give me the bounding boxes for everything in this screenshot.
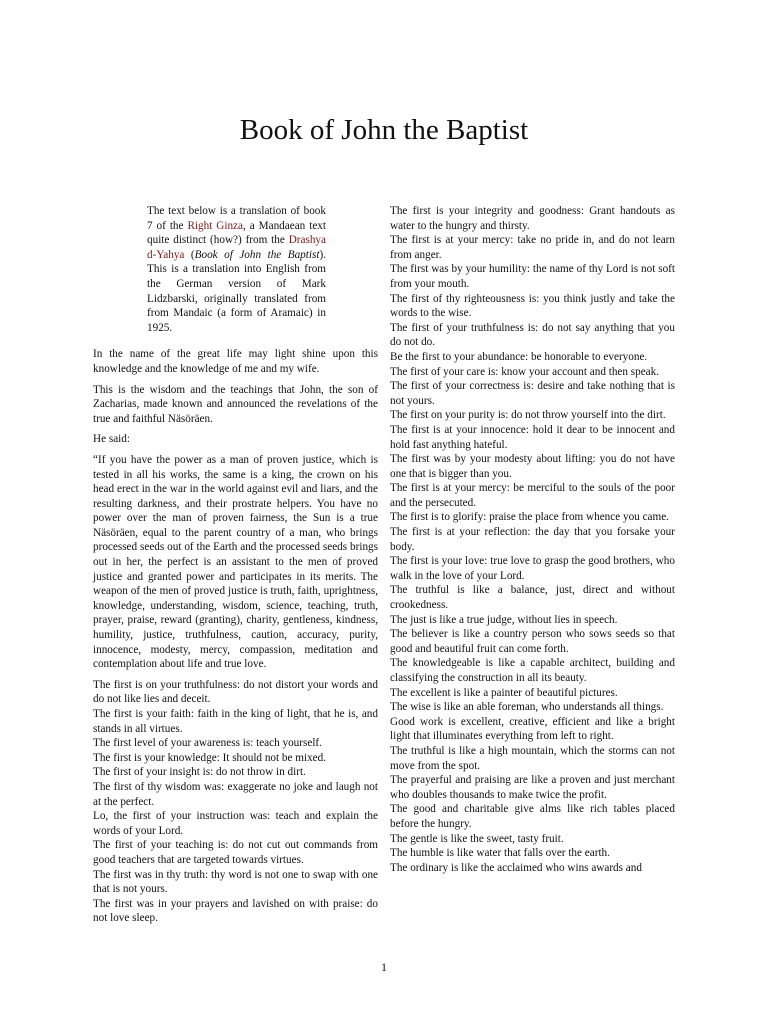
right-ginza-link[interactable]: Right Ginza <box>187 219 243 232</box>
verse-line: The humble is like water that falls over the earth. <box>390 847 610 860</box>
verse-line: The just is like a true judge, without lies in speech. <box>390 613 618 626</box>
verse-line: The first is at your reflection: the day that you forsake your body. <box>390 526 675 553</box>
verse-line: The first level of your awareness is: teach yourself. <box>93 737 322 750</box>
verse-line: The truthful is like a balance, just, direct and without crookedness. <box>390 584 675 612</box>
verse-line: The first was in thy truth: thy word is not one to swap with one that is not yours. <box>93 868 378 896</box>
page-number: 1 <box>381 960 387 974</box>
verse-line: The excellent is like a painter of beautiful pictures. <box>390 686 618 699</box>
abstract-book-title: Book of John the Baptist <box>194 248 320 261</box>
verse-line: The first of thy wisdom was: exaggerate no joke and laugh not at the perfect. <box>93 780 378 808</box>
verse-line: The first of your teaching is: do not cut out commands from good teachers that are targeted towards virtues. <box>93 839 378 866</box>
right-column <box>390 204 675 875</box>
verse-line: The first is your love: true love to grasp the good brothers, who walk in the love of your Lord. <box>390 555 675 582</box>
verse-line: Lo, the first of your instruction was: teach and explain the words of your Lord. <box>93 810 378 837</box>
verse-line: The first is to glorify: praise the place from whence you came. <box>390 511 669 524</box>
verse-line: The first is on your truthfulness: do not distort your words and do not like lies and deceit. <box>93 678 378 706</box>
verse-line: Good work is excellent, creative, efficient and like a bright light that illuminates everything from left to right. <box>390 715 675 743</box>
paragraph: “If you have the power as a man of proven justice, which is tested in all his works, the same is a king, the crown on his head erect in the war in the world against evil and liars, and the resulting darkness, and their prostrate helpers. You have no power over the man of proven fairness, the Sun is a true Näsöräen, equal to the parent country of a man, who brings processed seeds out of the Earth and the processed seeds brings out in her, the perfect is an assistant to the men of proved justice and granted power and participates in its merits. The weapon of the men of proved justice is truth, faith, uprightness, knowledge, understanding, wisdom, science, teaching, truth, prayer, praise, reward (granting), charity, gentleness, kindness, humility, justice, truthfulness, caution, accuracy, purity, innocence, modesty, mercy, compassion, meditation and contemplation about life and true love. <box>93 453 378 671</box>
abstract <box>147 204 326 335</box>
verse-line: The first was in your prayers and lavished on with praise: do not love sleep. <box>93 897 378 925</box>
drashya-link[interactable]: Drashya d-Yahya <box>147 234 326 261</box>
verse-line: The first of your truthfulness is: do not say anything that you do not do. <box>390 321 675 349</box>
verse-line: The first of your care is: know your account and then speak. <box>390 365 660 378</box>
verse-line: The first is your knowledge: It should not be mixed. <box>93 751 327 764</box>
verse-line: The first of your insight is: do not throw in dirt. <box>93 766 306 779</box>
paragraph: In the name of the great life may light shine upon this knowledge and the knowledge of me and my wife. <box>93 348 378 375</box>
page-title: Book of John the Baptist <box>239 114 529 146</box>
left-column <box>93 204 378 926</box>
verse-line: The first on your purity is: do not throw yourself into the dirt. <box>390 409 666 422</box>
verse-line: The first was by your humility: the name of thy Lord is not soft from your mouth. <box>390 263 675 290</box>
verse-line: The first of your correctness is: desire and take nothing that is not yours. <box>390 380 675 407</box>
verse-line: The first is at your mercy: take no pride in, and do not learn from anger. <box>390 234 675 261</box>
verse-line: The knowledgeable is like a capable architect, building and classifying the construction in all its beauty. <box>390 657 675 684</box>
verse-line: The first of thy righteousness is: you think justly and take the words to the wise. <box>390 292 675 320</box>
paragraph: He said: <box>93 433 130 446</box>
verse-line: The first is at your mercy: be merciful to the souls of the poor and the persecuted. <box>390 482 675 509</box>
verse-line: The ordinary is like the acclaimed who wins awards and <box>390 861 642 874</box>
abstract-text: ( <box>184 248 195 261</box>
verse-line: The first is at your innocence: hold it dear to be innocent and hold fast anything hateful. <box>390 423 675 451</box>
verse-line: The first was by your modesty about lifting: you do not have one that is bigger than you. <box>390 453 675 480</box>
verse-line: Be the first to your abundance: be honorable to everyone. <box>390 350 648 363</box>
verse-line: The first is your integrity and goodness: Grant handouts as water to the hungry and thirsty. <box>390 205 675 232</box>
paragraph: This is the wisdom and the teachings that John, the son of Zacharias, made known and announced the revelations of the true and faithful Näsöräen. <box>93 383 378 425</box>
verse-line: The believer is like a country person who sows seeds so that good and beautiful fruit can come forth. <box>390 628 675 655</box>
verse-line: The prayerful and praising are like a proven and just merchant who doubles thousands to make twice the profit. <box>390 774 675 801</box>
verse-line: The wise is like an able foreman, who understands all things. <box>390 701 664 714</box>
abstract-text: , a Mandaean text quite distinct (how?) from the <box>147 219 326 247</box>
verse-line: The first is your faith: faith in the king of light, that he is, and stands in all virtues. <box>93 708 378 735</box>
verse-line: The truthful is like a high mountain, which the storms can not move from the spot. <box>390 744 675 772</box>
verse-line: The gentle is like the sweet, tasty fruit. <box>390 832 564 845</box>
abstract-text: ). This is a translation into English from the German version of Mark Lidzbarski, originally translated from from Mandaic (a form of Aramaic) in 1925. <box>147 248 326 334</box>
abstract-text: The text below is a translation of book 7 of the <box>147 205 326 232</box>
verse-line: The good and charitable give alms like rich tables placed before the hungry. <box>390 803 675 830</box>
